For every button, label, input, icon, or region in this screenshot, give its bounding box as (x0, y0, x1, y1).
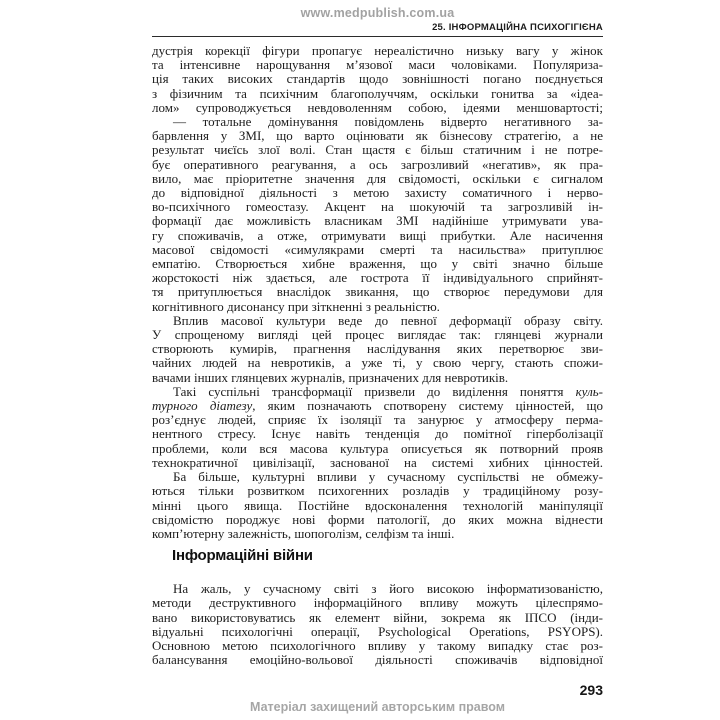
text-line: роз’єднує людей, сприяє їх ізоляції та занурює у атмосферу перма- (152, 412, 603, 428)
text-line: тя притуплюється внаслідок звикання, що створює передумови для (152, 284, 603, 300)
text-line: Основною метою психологічного впливу у такому випадку стає роз- (152, 637, 603, 653)
page-number: 293 (579, 682, 603, 698)
text-line: емпатію. Створюється хибне враження, що у світі значно більше (152, 256, 603, 272)
text-line: У спрощеному вигляді цей процес виглядає так: глянцеві журнали (152, 327, 603, 343)
text-segment: , яким позначають спотворену систему цінностей, що (252, 398, 603, 414)
section-heading: Інформаційні війни (172, 547, 313, 565)
text-line: жорстокості ніж здається, але гострота її індивідуального сприйнят- (152, 270, 603, 286)
text-line: ються тільки розвитком психогенних розладів у традиційному розу- (152, 483, 603, 499)
text-line: вано використовуватись як елемент війни, зокрема як ІПСО (інди- (152, 609, 603, 625)
text-line: нентного стресу. Існує навіть тенденція до помітної гіперболізації (152, 426, 603, 442)
header-rule (152, 36, 603, 37)
copyright-notice: Матеріал захищений авторським правом (250, 700, 505, 714)
text-line: вило, має пріоритетне значення для свідомості, оскільки є сигналом (152, 170, 603, 186)
text-line: комп’ютерну залежність, шопоголізм, селфізм та інші. (152, 525, 455, 541)
text-segment: Такі суспільні трансформації призвели до виділення поняття (173, 383, 576, 399)
text-line: — тотальне домінування повідомлень відверто негативного за- (173, 114, 603, 130)
text-line: Ба більше, культурні впливи у сучасному суспільстві не обмежу- (173, 469, 603, 485)
text-line: когнітивного дисонансу при зіткненні з реальністю. (152, 298, 440, 314)
text-line: гу споживачів, а отже, отримувати вищі прибутки. Але насичення (152, 227, 603, 243)
text-line: проблеми, коли вся масова культура описується як потворний прояв (152, 440, 603, 456)
publisher-url: www.medpublish.com.ua (300, 6, 455, 20)
text-line (152, 385, 603, 399)
text-line: технократичної цивілізації, заснованої на системі хибних цінностей. (152, 454, 603, 470)
text-line: методи деструктивного інформаційного впливу можуть цілеспрямо- (152, 595, 603, 611)
text-line (152, 399, 603, 413)
text-line: відуальні психологічні операції, Psychological Operations, PSYOPS). (152, 623, 603, 639)
text-line: результат чиєїсь злої волі. Стан щастя є більш статичним і не потре- (152, 142, 603, 158)
italic-term: куль- (575, 383, 603, 399)
text-line: масової свідомості «симулякрами смерті та насильства» притуплює (152, 241, 603, 257)
text-line: свідомістю породжує нові форми патології, до яких можна віднести (152, 511, 603, 527)
text-line: з фізичним та психічним благополуччям, оскільки гонитва за «ідеа- (152, 85, 603, 101)
italic-term: турного діатезу (152, 398, 253, 414)
text-line: чайних людей на невротиків, а уже ті, у свою чергу, стають спожи- (152, 355, 603, 371)
text-line: Вплив масової культури веде до певної деформації образу світу. (173, 312, 603, 328)
text-line: ція таких високих стандартів щодо зовнішності погано поєднується (152, 71, 603, 87)
text-line: та інтенсивне нарощування м’язової маси чоловіками. Популяриза- (152, 57, 603, 73)
text-line: бує оперативного реагування, а ось загрозливий «негатив», як пра- (152, 156, 603, 172)
text-line: мінні цього явища. Постійне вдосконалення технологій маніпуляції (152, 497, 603, 513)
chapter-running-head: 25. ІНФОРМАЦІЙНА ПСИХОГІГІЄНА (432, 22, 603, 33)
text-line: дустрія корекції фігури пропагує нереалістично низьку вагу у жінок (152, 43, 603, 58)
text-line: балансування емоційно-вольової діяльності споживачів відповідної (152, 652, 603, 668)
text-line: формації дає можливість власникам ЗМІ надійніше утримувати ува- (152, 213, 603, 229)
text-line: до відповідної діяльності з метою захисту соматичного і нерво- (152, 185, 603, 201)
text-line: барвлення у ЗМІ, що варто оцінювати як бізнесову стратегію, а не (152, 128, 603, 144)
text-line: лом» супроводжується невдоволенням собою, ідеями меншовартості; (152, 99, 603, 115)
text-line: створюють кумирів, прагнення наслідування яких перетворює зви- (152, 341, 603, 357)
text-line: вачами інших глянцевих журналів, призначених для невротиків. (152, 369, 509, 385)
text-line: На жаль, у сучасному світі з його високою інформатизованістю, (173, 581, 603, 597)
text-line: во-психічного гомеостазу. Акцент на шокуючій та загрозливій ін- (152, 199, 603, 215)
body-text (152, 44, 603, 667)
